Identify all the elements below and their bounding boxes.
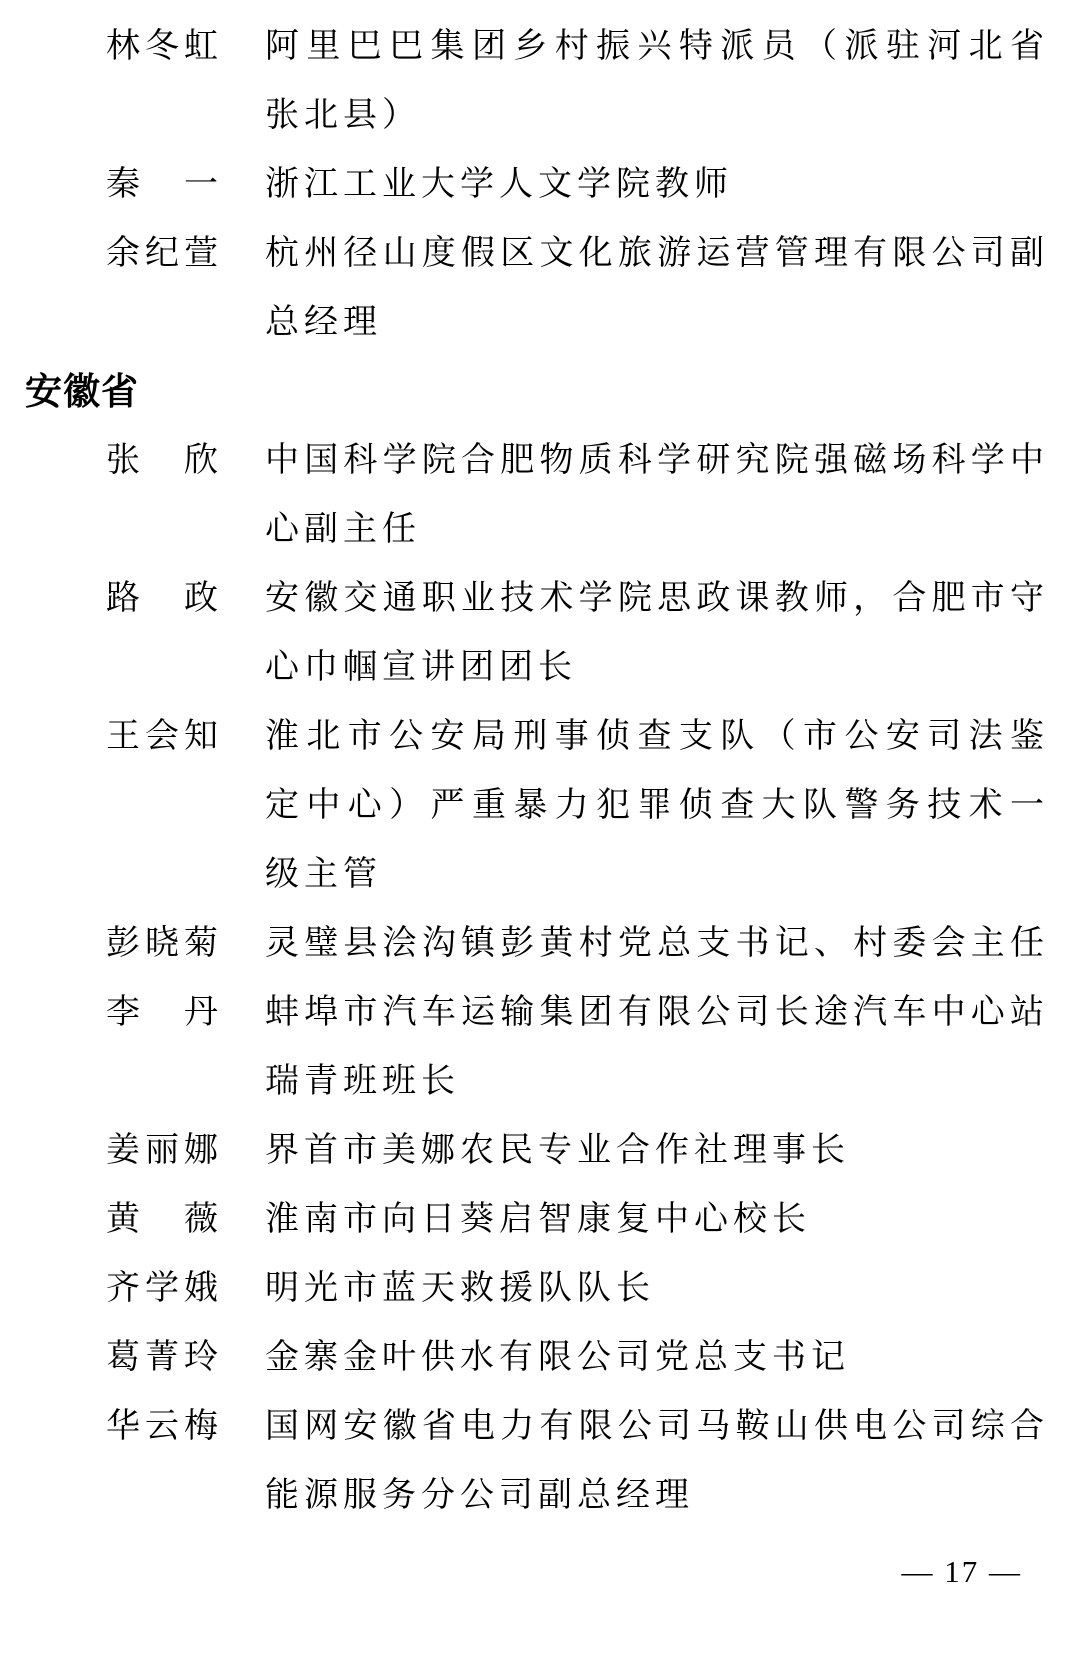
person-title-line: 界首市美娜农民专业合作社理事长 [265, 1132, 850, 1169]
person-entry [0, 909, 1080, 978]
person-entry [0, 702, 1080, 909]
person-title-line: 灵璧县浍沟镇彭黄村党总支书记、村委会主任 [265, 925, 1049, 962]
person-title-line: 明光市蓝天救援队队长 [265, 1270, 655, 1307]
person-title [265, 1323, 1049, 1392]
person-name: 秦 一 [106, 166, 223, 203]
person-title [265, 1254, 1049, 1323]
person-name: 林冬虹 [106, 28, 223, 65]
person-title-line: 心副主任 [265, 511, 421, 548]
person-name: 余纪萱 [106, 235, 223, 272]
person-entry [0, 564, 1080, 702]
person-entry [0, 1254, 1080, 1323]
person-entry [0, 150, 1080, 219]
person-title [265, 909, 1049, 978]
person-entry [0, 426, 1080, 564]
person-title-line: 淮北市公安局刑事侦查支队（市公安司法鉴 [265, 718, 1049, 755]
person-entry [0, 1323, 1080, 1392]
person-title-line: 阿里巴巴集团乡村振兴特派员（派驻河北省 [265, 28, 1049, 65]
person-title-line: 浙江工业大学人文学院教师 [265, 166, 733, 203]
section-header-anhui: 安徽省 [25, 371, 139, 412]
person-title [265, 1116, 1049, 1185]
person-name: 张 欣 [106, 442, 223, 479]
person-name: 姜丽娜 [106, 1132, 223, 1169]
person-title-line: 定中心）严重暴力犯罪侦查大队警务技术一 [265, 787, 1049, 824]
person-title-line: 能源服务分公司副总经理 [265, 1477, 694, 1514]
person-title [265, 219, 1049, 357]
person-title-line: 金寨金叶供水有限公司党总支书记 [265, 1339, 850, 1376]
person-title [265, 702, 1049, 909]
person-title [265, 12, 1049, 150]
person-name: 齐学娥 [106, 1270, 223, 1307]
person-entry [0, 1116, 1080, 1185]
person-title-line: 张北县） [265, 97, 421, 134]
person-title-line: 淮南市向日葵启智康复中心校长 [265, 1201, 811, 1238]
person-name: 彭晓菊 [106, 925, 223, 962]
person-title-line: 瑞青班班长 [265, 1063, 460, 1100]
page-number: — 17 — [901, 1554, 1022, 1589]
person-title-line: 国网安徽省电力有限公司马鞍山供电公司综合 [265, 1408, 1049, 1445]
person-name: 葛菁玲 [106, 1339, 223, 1376]
person-title-line: 总经理 [265, 304, 382, 341]
person-entry [0, 978, 1080, 1116]
person-name: 华云梅 [106, 1408, 223, 1445]
person-title-line: 级主管 [265, 856, 382, 893]
person-name: 黄 薇 [106, 1201, 223, 1238]
person-title-line: 蚌埠市汽车运输集团有限公司长途汽车中心站 [265, 994, 1049, 1031]
person-entry [0, 12, 1080, 150]
person-name: 李 丹 [106, 994, 223, 1031]
person-title [265, 426, 1049, 564]
person-entry [0, 1185, 1080, 1254]
person-name: 王会知 [106, 718, 223, 755]
person-title-line: 中国科学院合肥物质科学研究院强磁场科学中 [265, 442, 1049, 479]
person-entry [0, 1392, 1080, 1530]
person-title-line: 心巾帼宣讲团团长 [265, 649, 577, 686]
person-title-line: 杭州径山度假区文化旅游运营管理有限公司副 [265, 235, 1049, 272]
person-entry [0, 219, 1080, 357]
person-title [265, 978, 1049, 1116]
person-title [265, 564, 1049, 702]
person-name: 路 政 [106, 580, 223, 617]
person-title [265, 1185, 1049, 1254]
person-title [265, 150, 1049, 219]
person-title-line: 安徽交通职业技术学院思政课教师，合肥市守 [265, 580, 1049, 617]
person-title [265, 1392, 1049, 1530]
